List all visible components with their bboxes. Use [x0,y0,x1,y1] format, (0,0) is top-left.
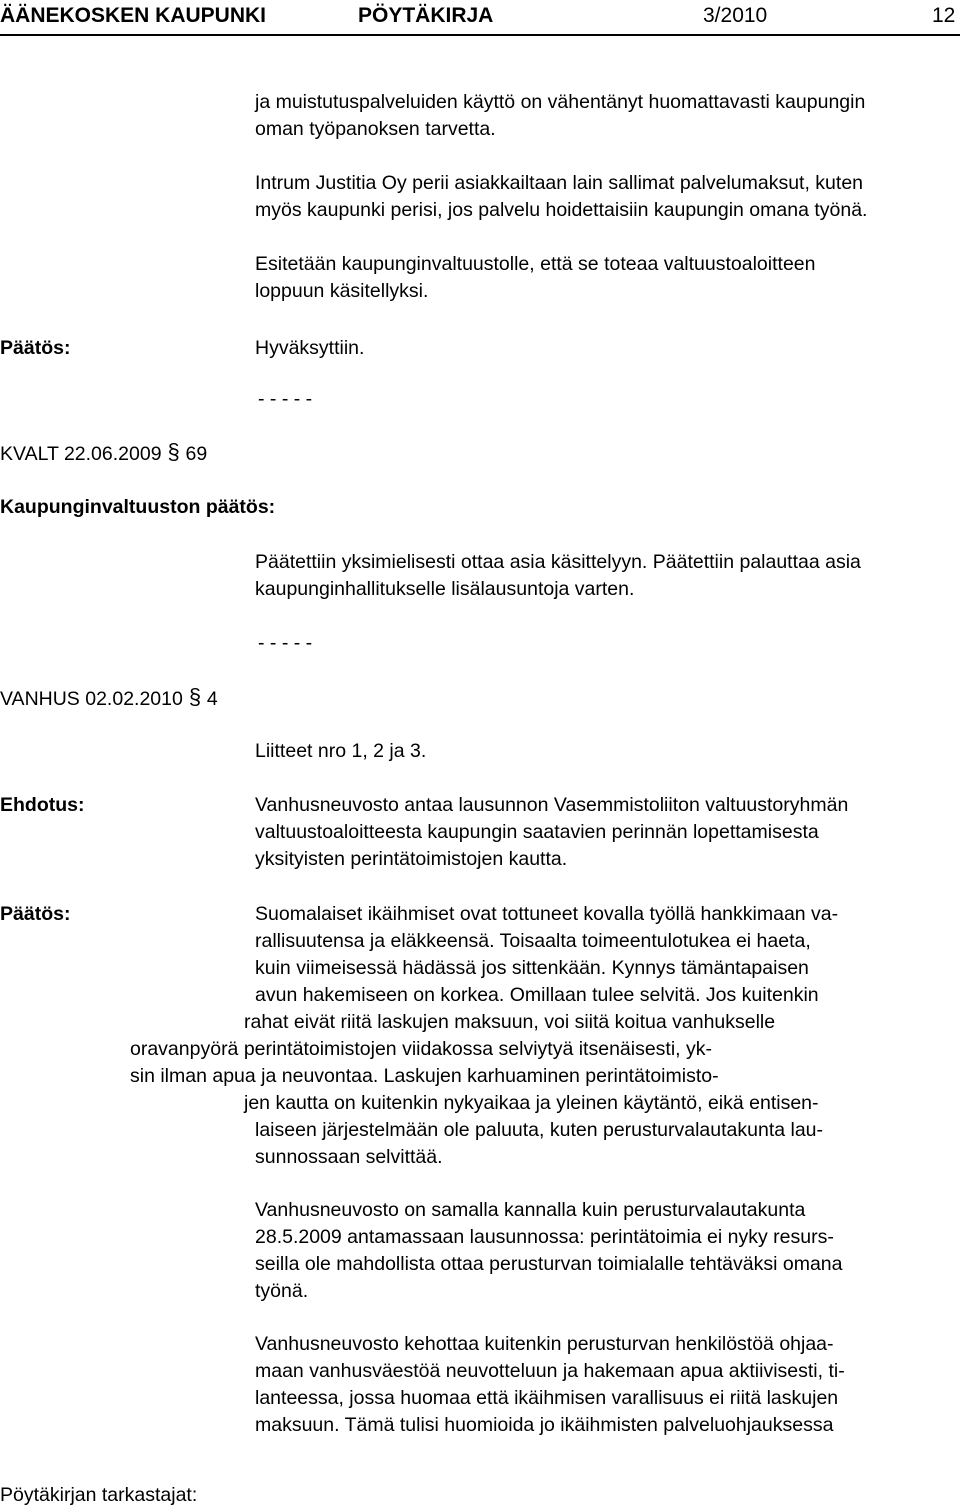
text-line: seilla ole mahdollista ottaa perusturvan toimialalle tehtäväksi omana [255,1253,843,1275]
separator: - - - - - [258,632,313,654]
header-rule [0,34,960,36]
text-line: työnä. [255,1280,309,1302]
text-line: loppuun käsitellyksi. [255,280,429,302]
section-sign-icon [189,685,203,709]
council-decision-heading: Kaupunginvaltuuston päätös: [0,496,276,518]
decision-label: Päätös: [0,337,71,359]
proposal-text [255,792,848,873]
top-paragraph-2 [255,170,867,224]
proposal-label: Ehdotus: [0,794,85,816]
text-line: jen kautta on kuitenkin nykyaikaa ja yleinen käytäntö, eikä entisen- [244,1092,819,1114]
separator: - - - - - [258,388,313,410]
section-number: 69 [185,443,208,465]
reviewers-label: Pöytäkirjan tarkastajat: [0,1484,198,1506]
text-line: maan vanhusväestöä neuvotteluun ja hakemaan apua aktiivisesti, ti- [255,1360,845,1382]
text-line: maksuun. Tämä tulisi huomioida jo ikäihmisten palveluohjauksessa [255,1414,834,1436]
text-line: Vanhusneuvosto on samalla kannalla kuin perusturvalautakunta [255,1199,806,1221]
top-paragraph-3 [255,251,815,305]
text-line: oman työpanoksen tarvetta. [255,118,496,140]
page-number: 12 [932,4,956,27]
doc-type: PÖYTÄKIRJA [358,4,494,27]
text-line: Intrum Justitia Oy perii asiakkailtaan lain sallimat palvelumaksut, kuten [255,172,864,194]
text-line: Päätettiin yksimielisesti ottaa asia käsittelyyn. Päätettiin palauttaa asia [255,551,861,573]
text-line: oravanpyörä perintätoimistojen viidakossa selviytyä itsenäisesti, yk- [130,1038,713,1060]
text-line: kaupunginhallitukselle lisälausuntoja varten. [255,578,635,600]
text-line: kuin viimeisessä hädässä jos sittenkään. Kynnys tämäntapaisen [255,957,809,979]
text-line: laiseen järjestelmään ole paluuta, kuten perusturvalautakunta lau- [255,1119,824,1141]
text-line: 28.5.2009 antamassaan lausunnossa: perintätoimia ei nyky resurs- [255,1226,834,1248]
text-line: Vanhusneuvosto antaa lausunnon Vasemmistoliiton valtuustoryhmän [255,794,849,816]
text-line: sin ilman apua ja neuvontaa. Laskujen karhuaminen perintätoimisto- [130,1065,719,1087]
text-line: Suomalaiset ikäihmiset ovat tottuneet kovalla työllä hankkimaan va- [255,903,839,925]
reference-text: KVALT 22.06.2009 [0,443,162,465]
paragraph-3 [255,1331,845,1439]
text-line: lanteessa, jossa huomaa että ikäihmisen varallisuus ei riitä laskujen [255,1387,839,1409]
page-header [0,0,960,40]
section-reference [0,440,207,468]
section-reference [0,685,218,713]
text-line: ja muistutuspalveluiden käyttö on vähentänyt huomattavasti kaupungin [255,91,866,113]
section-number: 4 [206,688,218,710]
text-line: Esitetään kaupunginvaltuustolle, että se toteaa valtuustoaloitteen [255,253,816,275]
paragraph-2 [255,1197,843,1305]
reference-text: VANHUS 02.02.2010 [0,688,183,710]
text-line: avun hakemiseen on korkea. Omillaan tulee selvitä. Jos kuitenkin [255,984,819,1006]
text-line: sunnossaan selvittää. [255,1146,443,1168]
text-line: rallisuutensa ja eläkkeensä. Toisaalta toimeentulotukea ei haeta, [255,930,811,952]
text-line: myös kaupunki perisi, jos palvelu hoidettaisiin kaupungin omana työnä. [255,199,868,221]
org-name: ÄÄNEKOSKEN KAUPUNKI [0,4,267,27]
section-sign-icon [168,440,182,464]
text-line: valtuustoaloitteesta kaupungin saatavien perinnän lopettamisesta [255,821,819,843]
decision-paragraph [255,901,838,1009]
decision-label: Päätös: [0,903,71,925]
text-line: rahat eivät riitä laskujen maksuun, voi siitä koitua vanhukselle [244,1011,776,1033]
top-paragraph-1 [255,89,865,143]
decision-paragraph-end [255,1117,823,1171]
decision-text: Hyväksyttiin. [255,337,365,359]
text-line: Vanhusneuvosto kehottaa kuitenkin perusturvan henkilöstöä ohjaa- [255,1333,834,1355]
issue-number: 3/2010 [703,4,768,27]
attachments-text: Liitteet nro 1, 2 ja 3. [255,740,427,762]
council-decision-text [255,549,861,603]
text-line: yksityisten perintätoimistojen kautta. [255,848,568,870]
